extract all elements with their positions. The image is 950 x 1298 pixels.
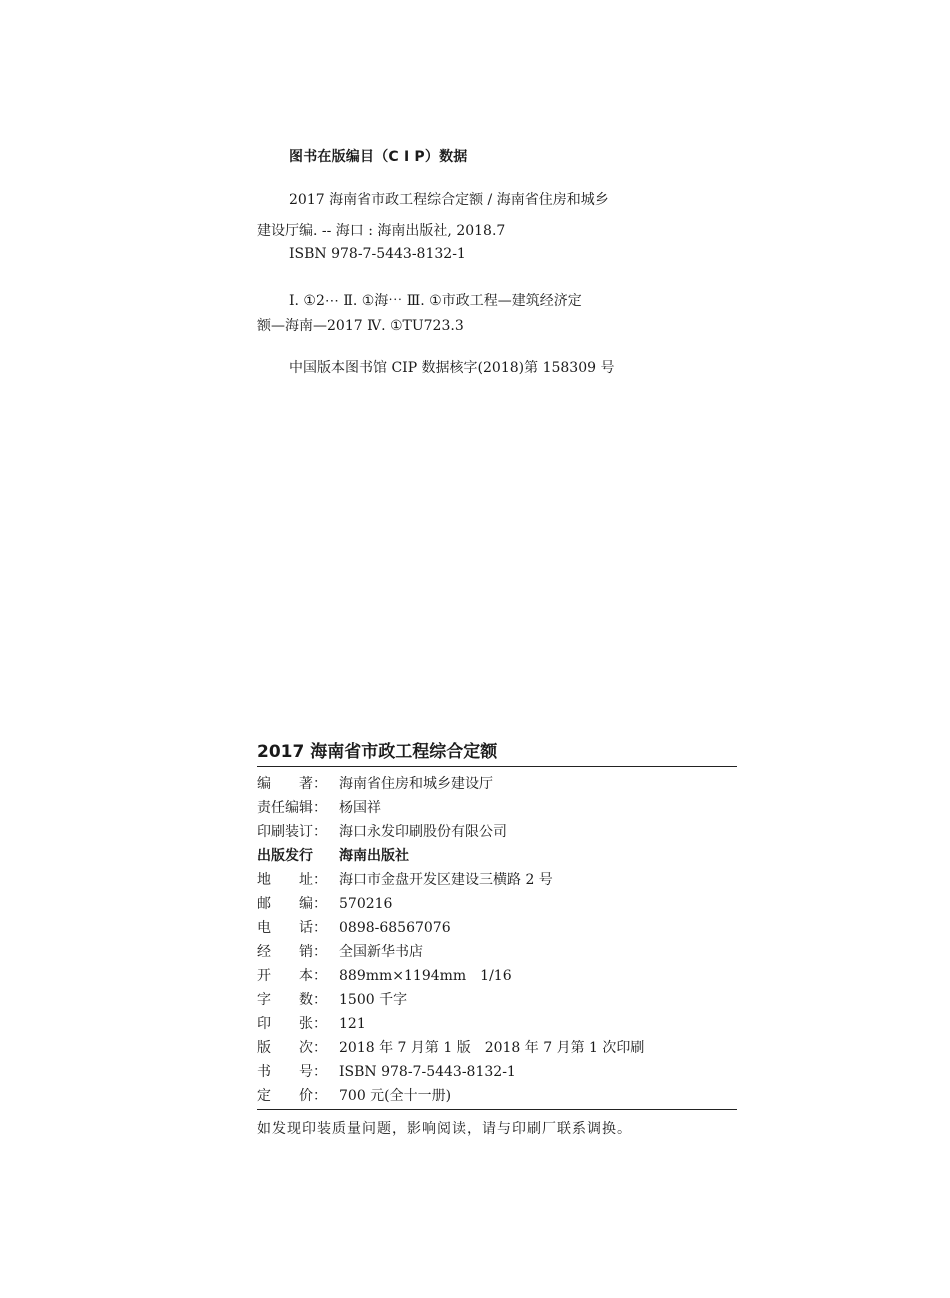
top-rule xyxy=(257,766,737,767)
info-value: 海南省住房和城乡建设厅 xyxy=(339,776,493,792)
info-row-isbn xyxy=(257,1060,737,1084)
info-row-publisher xyxy=(257,844,737,868)
info-row-sheets xyxy=(257,1012,737,1036)
info-row-author xyxy=(257,772,737,796)
cip-number: 中国版本图书馆 CIP 数据核字(2018)第 158309 号 xyxy=(289,360,615,376)
cip-entry-line2: 建设厅编. -- 海口 : 海南出版社, 2018.7 xyxy=(257,223,506,239)
info-value: 121 xyxy=(339,1016,366,1032)
info-row-distributor xyxy=(257,940,737,964)
info-row-address xyxy=(257,868,737,892)
info-value: 杨国祥 xyxy=(339,800,381,816)
info-label: 编 著： xyxy=(257,776,327,792)
cip-subject-line2: 额—海南—2017 Ⅳ. ①TU723.3 xyxy=(257,318,464,334)
info-value: 全国新华书店 xyxy=(339,944,423,960)
colophon-info xyxy=(257,772,737,1108)
info-value: 2018 年 7 月第 1 版 2018 年 7 月第 1 次印刷 xyxy=(339,1040,645,1056)
info-label: 责任编辑： xyxy=(257,800,327,816)
cip-heading: 图书在版编目（C I P）数据 xyxy=(289,149,468,165)
info-label: 印刷装订： xyxy=(257,824,327,840)
bottom-rule xyxy=(257,1109,737,1110)
info-row-editor xyxy=(257,796,737,820)
quality-notice: 如发现印装质量问题，影响阅读，请与印刷厂联系调换。 xyxy=(257,1121,632,1137)
info-row-edition xyxy=(257,1036,737,1060)
info-value: 570216 xyxy=(339,896,393,912)
info-label: 经 销： xyxy=(257,944,327,960)
info-value: 700 元(全十一册) xyxy=(339,1088,452,1104)
info-label: 电 话： xyxy=(257,920,327,936)
info-label: 字 数： xyxy=(257,992,327,1008)
info-label: 开 本： xyxy=(257,968,327,984)
cip-entry-line1: 2017 海南省市政工程综合定额 / 海南省住房和城乡 xyxy=(289,192,609,208)
info-row-word-count xyxy=(257,988,737,1012)
info-value: 1500 千字 xyxy=(339,992,408,1008)
info-row-format xyxy=(257,964,737,988)
info-row-phone xyxy=(257,916,737,940)
info-value: 0898-68567076 xyxy=(339,920,451,936)
info-label: 地 址： xyxy=(257,872,327,888)
info-label: 印 张： xyxy=(257,1016,327,1032)
info-row-postcode xyxy=(257,892,737,916)
cip-isbn: ISBN 978-7-5443-8132-1 xyxy=(289,246,466,262)
info-value: 889mm×1194mm 1/16 xyxy=(339,968,512,984)
info-label: 出版发行 xyxy=(257,848,313,864)
info-label: 版 次： xyxy=(257,1040,327,1056)
info-value: 海南出版社 xyxy=(339,848,409,864)
info-value: ISBN 978-7-5443-8132-1 xyxy=(339,1064,516,1080)
info-label: 定 价： xyxy=(257,1088,327,1104)
info-label: 书 号： xyxy=(257,1064,327,1080)
info-row-price xyxy=(257,1084,737,1108)
info-label: 邮 编： xyxy=(257,896,327,912)
book-title: 2017 海南省市政工程综合定额 xyxy=(257,742,498,762)
info-value: 海口市金盘开发区建设三横路 2 号 xyxy=(339,872,553,888)
info-row-printer xyxy=(257,820,737,844)
info-value: 海口永发印刷股份有限公司 xyxy=(339,824,507,840)
cip-subject-line1: Ⅰ. ①2⋯ Ⅱ. ①海⋯ Ⅲ. ①市政工程—建筑经济定 xyxy=(289,293,582,309)
